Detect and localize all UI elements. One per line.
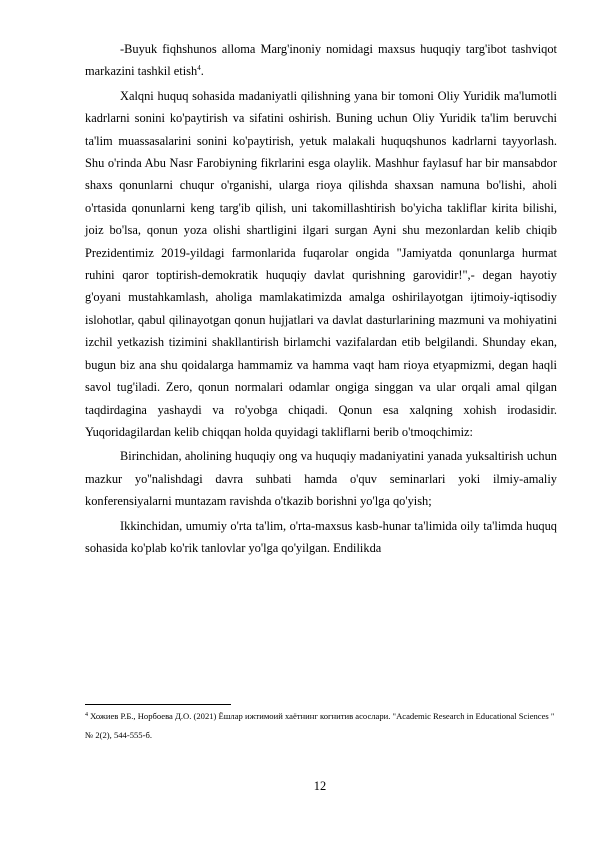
footnote-text: Хожиев Р.Б., Норбоева Д.О. (2021) Ёшлар ижтимоий хаётнинг когнитив асослари. "Academic Research in Educational Sciences " № 2(2), 544-555-б. xyxy=(85,711,555,740)
paragraph-2: Xalqni huquq sohasida madaniyatli qilishning yana bir tomoni Oliy Yuridik ma'lumotli kadrlarni sonini ko'paytirish va sifatini oshirish. Buning uchun Oliy Yuridik ta'lim beruvchi ta'lim muassasalarini sonini ko'paytirish, yetuk malakali huquqshunos kadrlarni tayyorlash. Shu o'rinda Abu Nasr Farobiyning fikrlarini esga olaylik. Mashhur faylasuf har bir mansabdor shaxs qonunlarni chuqur o'rganishi, ularga rioya qilishda shaxsan namuna bo'lishi, aholi o'rtasida qonunlarni keng targ'ib qilish, uni takomillashtirish bo'yicha takliflar kirita bilishi, joiz bo'lsa, qonun yoza olishi shartligini ilgari surgan Ayni shu mezonlardan kelib chiqib Prezidentimiz 2019-yildagi farmonlarida fuqarolar ongida "Jamiyatda qonunlarga hurmat ruhini qaror toptirish-demokratik huquqiy davlat qurishning garovidir!",- degan hayotiy g'oyani mustahkamlash, aholiga mamlakatimizda amalga oshirilayotgan ijtimoiy-iqtisodiy islohotlar, qabul qilinayotgan qonun hujjatlari va davlat dasturlarining mazmuni va mohiyatini izchil yetkazish tizimini shakllantirish birlamchi vazifalardan etib belgilandi. Shunday ekan, bugun biz ana shu qoidalarga hammamiz va hamma vaqt ham rioya etyapmizmi, degan haqli savol tug'iladi. Zero, qonun normalari odamlar ongiga singgan va ular orqali amal qilgan taqdirdagina yashaydi va ro'yobga chiqadi. Qonun esa xalqning xohish irodasidir. Yuqoridagilardan kelib chiqqan holda quyidagi takliflarni berib o'tmoqchimiz: xyxy=(85,88,557,439)
paragraph-1 xyxy=(85,38,557,83)
footnote-reference[interactable]: 4 xyxy=(197,64,201,73)
paragraph-1-text: -Buyuk fiqhshunos alloma Marg'inoniy nomidagi maxsus huquqiy targ'ibot tashviqot markazini tashkil etish xyxy=(85,42,557,79)
footnote-number: 4 xyxy=(85,712,88,718)
footnote-divider xyxy=(85,704,231,705)
footnote xyxy=(85,707,555,745)
paragraph-1-tail: . xyxy=(200,64,204,79)
paragraph-4: Ikkinchidan, umumiy o'rta ta'lim, o'rta-maxsus kasb-hunar ta'limida oily ta'limda huquq sohasida ko'plab ko'rik tanlovlar yo'lga qo'yilgan. Endilikda xyxy=(85,518,557,555)
body-text xyxy=(85,38,557,559)
paragraph-3: Birinchidan, aholining huquqiy ong va huquqiy madaniyatini yanada yuksaltirish uchun mazkur yo''nalishdagi davra suhbati hamda o'quv seminarlari yoki ilmiy-amaliy konferensiyalarni muntazam ravishda o'tkazib borishni yo'lga qo'yish; xyxy=(85,449,557,509)
page-number: 12 xyxy=(313,779,327,793)
